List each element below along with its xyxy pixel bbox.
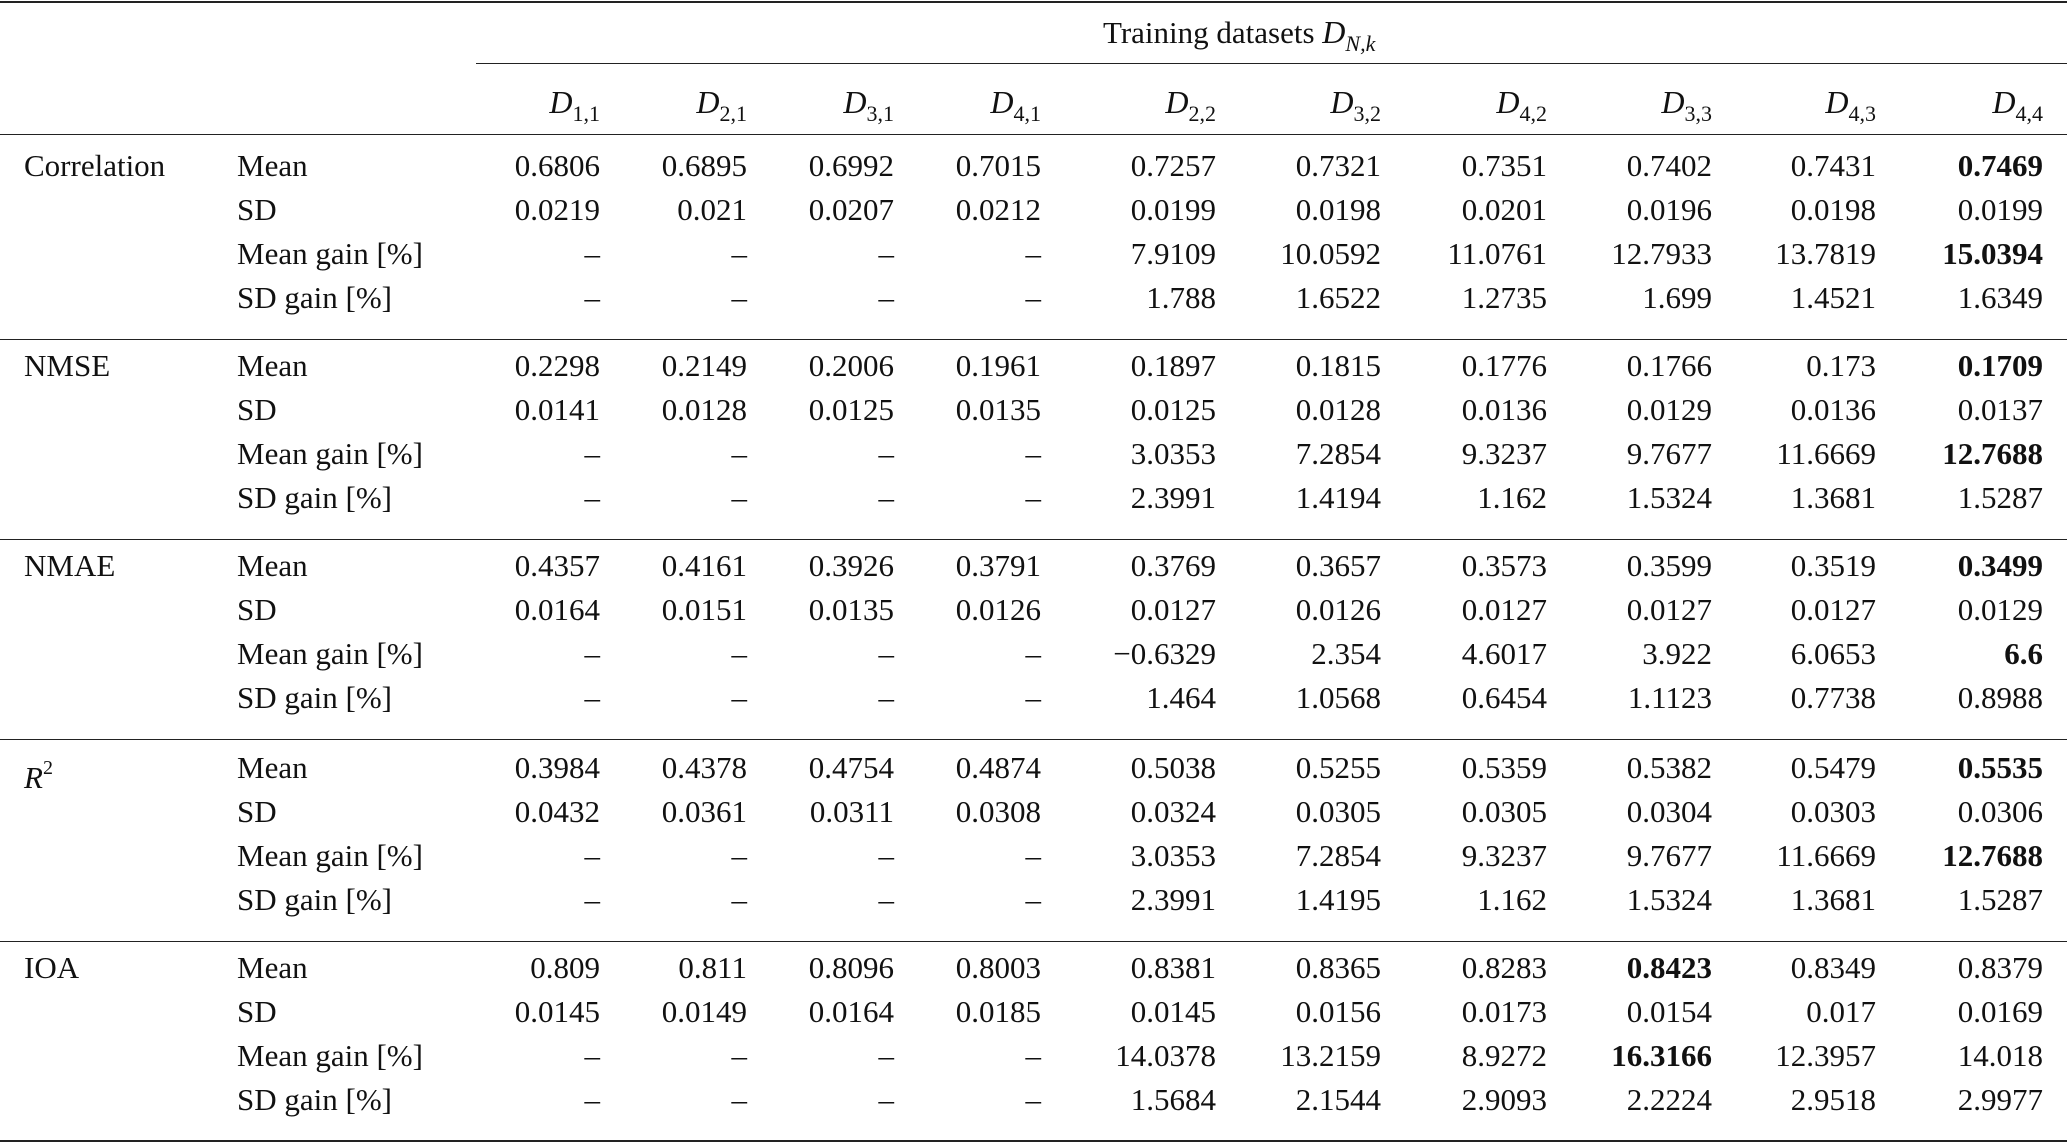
column-header-symbol: D [1661, 84, 1685, 120]
table-cell: 0.4754 [808, 750, 894, 785]
metric-label: Correlation [24, 148, 166, 183]
table-cell: 0.0128 [1295, 392, 1381, 427]
table-cell: 0.0303 [1790, 794, 1876, 829]
table-cell: 16.3166 [1611, 1038, 1712, 1073]
table-cell: 0.0135 [955, 392, 1041, 427]
column-header-1-1 [549, 83, 600, 133]
table-cell: 0.8365 [1295, 950, 1381, 985]
metric-label: NMAE [24, 548, 116, 583]
table-cell: – [1025, 280, 1041, 315]
table-cell: 0.0151 [661, 592, 747, 627]
column-header-3-3 [1661, 83, 1712, 133]
table-cell: – [1025, 838, 1041, 873]
table-cell: 11.6669 [1776, 436, 1876, 471]
table-cell: 13.7819 [1775, 236, 1876, 271]
table-cell: 0.0125 [1130, 392, 1216, 427]
table-cell: 0.7257 [1130, 148, 1216, 183]
table-cell: 0.4357 [514, 548, 600, 583]
table-cell: 0.0432 [514, 794, 600, 829]
table-cell: 0.5255 [1295, 750, 1381, 785]
table-cell: – [1025, 1038, 1041, 1073]
metric-label: NMSE [24, 348, 111, 383]
table-cell: 6.0653 [1790, 636, 1876, 671]
table-cell: 0.4161 [661, 548, 747, 583]
column-header-3-1 [843, 83, 894, 133]
table-cell: 2.9518 [1790, 1082, 1876, 1117]
table-cell: – [584, 280, 600, 315]
table-cell: 0.3499 [1957, 548, 2043, 583]
table-cell: 1.5287 [1957, 480, 2043, 515]
stat-label: Mean [237, 950, 308, 985]
table-cell: 0.5038 [1130, 750, 1216, 785]
stat-label: SD [237, 192, 277, 227]
table-cell: 0.0196 [1626, 192, 1712, 227]
table-cell: – [878, 236, 894, 271]
group-header-label: Training datasets [1103, 15, 1315, 50]
column-header-symbol: D [696, 84, 720, 120]
table-cell: 0.0164 [514, 592, 600, 627]
table-cell: – [878, 636, 894, 671]
table-cell: 0.809 [530, 950, 600, 985]
table-cell: 0.5382 [1626, 750, 1712, 785]
table-cell: 0.0145 [514, 994, 600, 1029]
column-header-subscript: 3,3 [1684, 101, 1712, 126]
table-cell: 0.0308 [955, 794, 1041, 829]
table-cell: 0.7402 [1626, 148, 1712, 183]
table-cell: – [584, 436, 600, 471]
table-cell: – [584, 636, 600, 671]
table-cell: 0.0137 [1957, 392, 2043, 427]
table-cell: – [731, 680, 747, 715]
table-cell: – [584, 680, 600, 715]
table-cell: 0.0145 [1130, 994, 1216, 1029]
table-cell: – [731, 236, 747, 271]
column-header-3-2 [1330, 83, 1381, 133]
table-cell: – [731, 1038, 747, 1073]
table-cell: 0.0136 [1461, 392, 1547, 427]
table-cell: 1.6522 [1295, 280, 1381, 315]
table-cell: 2.1544 [1295, 1082, 1381, 1117]
table-cell: 0.2006 [808, 348, 894, 383]
table-cell: 0.4378 [661, 750, 747, 785]
column-header-subscript: 2,1 [719, 101, 747, 126]
table-cell: 0.0207 [808, 192, 894, 227]
stat-label: Mean gain [%] [237, 1038, 423, 1073]
table-cell: – [878, 1082, 894, 1117]
table-cell: 0.0126 [1295, 592, 1381, 627]
table-cell: 2.2224 [1626, 1082, 1712, 1117]
table-cell: 7.9109 [1130, 236, 1216, 271]
column-header-4-3 [1825, 83, 1876, 133]
table-cell: 0.3769 [1130, 548, 1216, 583]
table-cell: 1.788 [1146, 280, 1216, 315]
column-header-4-1 [990, 83, 1041, 133]
table-cell: 12.7688 [1942, 838, 2043, 873]
column-header-symbol: D [1825, 84, 1849, 120]
table-cell: 0.7015 [955, 148, 1041, 183]
table-cell: – [731, 480, 747, 515]
table-cell: 1.699 [1642, 280, 1712, 315]
table-cell: 0.0127 [1790, 592, 1876, 627]
table-cell: – [584, 838, 600, 873]
table-cell: 13.2159 [1280, 1038, 1381, 1073]
stat-label: SD [237, 592, 277, 627]
column-header-symbol: D [1165, 84, 1189, 120]
table-cell: 9.7677 [1626, 838, 1712, 873]
table-cell: – [1025, 436, 1041, 471]
table-cell: 0.0305 [1461, 794, 1547, 829]
table-cell: 0.0135 [808, 592, 894, 627]
table-cell: – [584, 480, 600, 515]
table-cell: 0.3573 [1461, 548, 1547, 583]
table-cell: 0.0311 [809, 794, 894, 829]
table-cell: 0.0219 [514, 192, 600, 227]
table-cell: 15.0394 [1942, 236, 2043, 271]
table-cell: 1.5684 [1130, 1082, 1216, 1117]
table-cell: – [584, 1082, 600, 1117]
table-cell: 7.2854 [1295, 838, 1381, 873]
table-cell: 0.0129 [1626, 392, 1712, 427]
table-cell: 2.9977 [1957, 1082, 2043, 1117]
table-cell: 0.3657 [1295, 548, 1381, 583]
table-cell: – [878, 1038, 894, 1073]
table-cell: – [731, 436, 747, 471]
stat-label: Mean gain [%] [237, 436, 423, 471]
stat-label: Mean [237, 750, 308, 785]
table-cell: 0.0154 [1626, 994, 1712, 1029]
section-separator [0, 739, 2067, 740]
table-cell: 0.0136 [1790, 392, 1876, 427]
table-cell: 2.3991 [1130, 480, 1216, 515]
table-cell: 0.8283 [1461, 950, 1547, 985]
table-cell: 0.0127 [1626, 592, 1712, 627]
table-cell: – [1025, 236, 1041, 271]
table-cell: 0.0304 [1626, 794, 1712, 829]
column-header-subscript: 4,2 [1519, 101, 1547, 126]
table-cell: 0.0198 [1295, 192, 1381, 227]
table-cell: 0.4874 [955, 750, 1041, 785]
table-cell: 0.7738 [1790, 680, 1876, 715]
table-cell: 1.4194 [1295, 480, 1381, 515]
table-cell: 0.6992 [808, 148, 894, 183]
table-cell: – [1025, 680, 1041, 715]
table-cell: 0.0149 [661, 994, 747, 1029]
column-header-subscript: 2,2 [1188, 101, 1216, 126]
table-cell: 8.9272 [1461, 1038, 1547, 1073]
table-cell: 0.8381 [1130, 950, 1216, 985]
column-header-4-2 [1496, 83, 1547, 133]
stat-label: Mean [237, 548, 308, 583]
table-cell: 0.0169 [1957, 994, 2043, 1029]
group-header-symbol: D [1322, 14, 1346, 50]
table-cell: 0.173 [1806, 348, 1876, 383]
column-header-subscript: 3,1 [866, 101, 894, 126]
section-separator [0, 339, 2067, 340]
table-cell: 1.5324 [1626, 480, 1712, 515]
table-cell: 0.0306 [1957, 794, 2043, 829]
stat-label: SD [237, 392, 277, 427]
table-cell: 2.3991 [1130, 882, 1216, 917]
stat-label: SD [237, 794, 277, 829]
table-cell: – [731, 838, 747, 873]
group-header-subscript: N,k [1345, 31, 1376, 56]
table-cell: 0.0212 [955, 192, 1041, 227]
table-cell: 1.4195 [1295, 882, 1381, 917]
table-cell: 0.8988 [1957, 680, 2043, 715]
stat-label: Mean gain [%] [237, 236, 423, 271]
table-cell: 4.6017 [1461, 636, 1547, 671]
table-cell: 1.0568 [1295, 680, 1381, 715]
table-cell: 0.1709 [1957, 348, 2043, 383]
column-header-subscript: 1,1 [572, 101, 600, 126]
table-cell: – [878, 680, 894, 715]
stat-label: Mean [237, 348, 308, 383]
table-cell: – [584, 882, 600, 917]
table-cell: 0.0199 [1957, 192, 2043, 227]
table-cell: 0.0126 [955, 592, 1041, 627]
table-cell: 1.162 [1477, 882, 1547, 917]
metric-label: $R^2$ [24, 757, 53, 795]
column-header-2-2 [1165, 83, 1216, 133]
column-header-4-4 [1992, 83, 2043, 133]
table-cell: 0.8349 [1790, 950, 1876, 985]
table-cell: 0.0199 [1130, 192, 1216, 227]
table-cell: 0.0129 [1957, 592, 2043, 627]
table-cell: 0.2149 [661, 348, 747, 383]
group-header [1103, 13, 1375, 63]
column-header-2-1 [696, 83, 747, 133]
table-cell: 0.0127 [1130, 592, 1216, 627]
table-cell: – [1025, 882, 1041, 917]
table-cell: – [878, 838, 894, 873]
table-cell: 2.9093 [1461, 1082, 1547, 1117]
table-cell: 0.6454 [1461, 680, 1547, 715]
table-cell: 0.0361 [661, 794, 747, 829]
table-cell: – [878, 280, 894, 315]
table-cell: 0.3519 [1790, 548, 1876, 583]
table-cell: 12.7933 [1611, 236, 1712, 271]
group-underline [476, 63, 2067, 64]
table-cell: 10.0592 [1280, 236, 1381, 271]
stat-label: SD gain [%] [237, 1082, 392, 1117]
table-cell: – [584, 236, 600, 271]
table-cell: – [731, 636, 747, 671]
column-header-symbol: D [990, 84, 1014, 120]
column-header-subscript: 4,1 [1013, 101, 1041, 126]
table-cell: 11.0761 [1447, 236, 1547, 271]
table-cell: 0.8423 [1626, 950, 1712, 985]
table-cell: 0.0305 [1295, 794, 1381, 829]
stat-label: SD gain [%] [237, 480, 392, 515]
stat-label: SD gain [%] [237, 280, 392, 315]
table-cell: – [731, 1082, 747, 1117]
table-cell: 6.6 [2004, 636, 2043, 671]
column-header-symbol: D [549, 84, 573, 120]
table-cell: 1.4521 [1790, 280, 1876, 315]
top-rule [0, 1, 2067, 3]
table-cell: 2.354 [1311, 636, 1381, 671]
stat-label: SD gain [%] [237, 882, 392, 917]
table-cell: 0.7469 [1957, 148, 2043, 183]
stat-label: SD [237, 994, 277, 1029]
table-cell: – [731, 280, 747, 315]
table-cell: 0.1815 [1295, 348, 1381, 383]
table-cell: 12.3957 [1775, 1038, 1876, 1073]
stat-label: Mean gain [%] [237, 838, 423, 873]
table-cell: 1.6349 [1957, 280, 2043, 315]
table-cell: – [878, 882, 894, 917]
stat-label: Mean [237, 148, 308, 183]
section-separator [0, 539, 2067, 540]
header-bottom-rule [0, 134, 2067, 135]
table-cell: 0.1766 [1626, 348, 1712, 383]
table-cell: 0.3926 [808, 548, 894, 583]
table-cell: −0.6329 [1113, 636, 1216, 671]
table-cell: 0.7431 [1790, 148, 1876, 183]
column-header-subscript: 3,2 [1353, 101, 1381, 126]
table-cell: 0.3984 [514, 750, 600, 785]
table-cell: 1.1123 [1627, 680, 1712, 715]
table-cell: 9.3237 [1461, 436, 1547, 471]
table-cell: 0.6806 [514, 148, 600, 183]
table-cell: 0.0141 [514, 392, 600, 427]
column-header-symbol: D [1496, 84, 1520, 120]
bottom-rule [0, 1140, 2067, 1142]
metric-label: IOA [24, 950, 80, 985]
table-cell: 0.1897 [1130, 348, 1216, 383]
table-cell: 0.0156 [1295, 994, 1381, 1029]
table-cell: 14.018 [1957, 1038, 2043, 1073]
table-cell: 0.0185 [955, 994, 1041, 1029]
section-separator [0, 941, 2067, 942]
table-cell: 0.7351 [1461, 148, 1547, 183]
table-cell: 1.464 [1146, 680, 1216, 715]
table-cell: 12.7688 [1942, 436, 2043, 471]
table-cell: – [1025, 480, 1041, 515]
table-cell: 0.5535 [1957, 750, 2043, 785]
table-cell: – [584, 1038, 600, 1073]
table-cell: – [878, 436, 894, 471]
stat-label: Mean gain [%] [237, 636, 423, 671]
table-cell: 0.8003 [955, 950, 1041, 985]
table-cell: 0.017 [1806, 994, 1876, 1029]
table-cell: 0.0173 [1461, 994, 1547, 1029]
table-cell: 7.2854 [1295, 436, 1381, 471]
table-cell: 0.0125 [808, 392, 894, 427]
table-cell: 0.8379 [1957, 950, 2043, 985]
table-cell: 0.021 [677, 192, 747, 227]
table-cell: 0.0127 [1461, 592, 1547, 627]
table-cell: 0.811 [678, 950, 747, 985]
table-cell: 14.0378 [1115, 1038, 1216, 1073]
column-header-symbol: D [843, 84, 867, 120]
table-cell: 0.0164 [808, 994, 894, 1029]
table-cell: 0.3599 [1626, 548, 1712, 583]
table-cell: 3.0353 [1130, 436, 1216, 471]
table-cell: 9.3237 [1461, 838, 1547, 873]
table-cell: 1.2735 [1461, 280, 1547, 315]
stat-label: SD gain [%] [237, 680, 392, 715]
table-cell: 1.162 [1477, 480, 1547, 515]
table-cell: 0.6895 [661, 148, 747, 183]
table-cell: 0.1961 [955, 348, 1041, 383]
table-cell: 0.1776 [1461, 348, 1547, 383]
table-cell: 9.7677 [1626, 436, 1712, 471]
table-cell: – [731, 882, 747, 917]
column-header-symbol: D [1992, 84, 2016, 120]
table-cell: 1.3681 [1790, 882, 1876, 917]
table-cell: – [1025, 636, 1041, 671]
table-cell: 0.3791 [955, 548, 1041, 583]
table-cell: 0.7321 [1295, 148, 1381, 183]
table-cell: 0.5359 [1461, 750, 1547, 785]
table-cell: 11.6669 [1776, 838, 1876, 873]
column-header-symbol: D [1330, 84, 1354, 120]
table-cell: 3.0353 [1130, 838, 1216, 873]
table-cell: 1.3681 [1790, 480, 1876, 515]
table-cell: – [1025, 1082, 1041, 1117]
metric-superscript: 2 [42, 757, 53, 779]
table-cell: 0.8096 [808, 950, 894, 985]
table-cell: 3.922 [1642, 636, 1712, 671]
table-cell: – [878, 480, 894, 515]
table-cell: 0.0198 [1790, 192, 1876, 227]
table-cell: 0.0324 [1130, 794, 1216, 829]
column-header-subscript: 4,3 [1848, 101, 1876, 126]
table-cell: 1.5324 [1626, 882, 1712, 917]
table-cell: 0.2298 [514, 348, 600, 383]
table-cell: 0.0201 [1461, 192, 1547, 227]
table-cell: 0.0128 [661, 392, 747, 427]
column-header-subscript: 4,4 [2015, 101, 2043, 126]
table-cell: 1.5287 [1957, 882, 2043, 917]
table-cell: 0.5479 [1790, 750, 1876, 785]
